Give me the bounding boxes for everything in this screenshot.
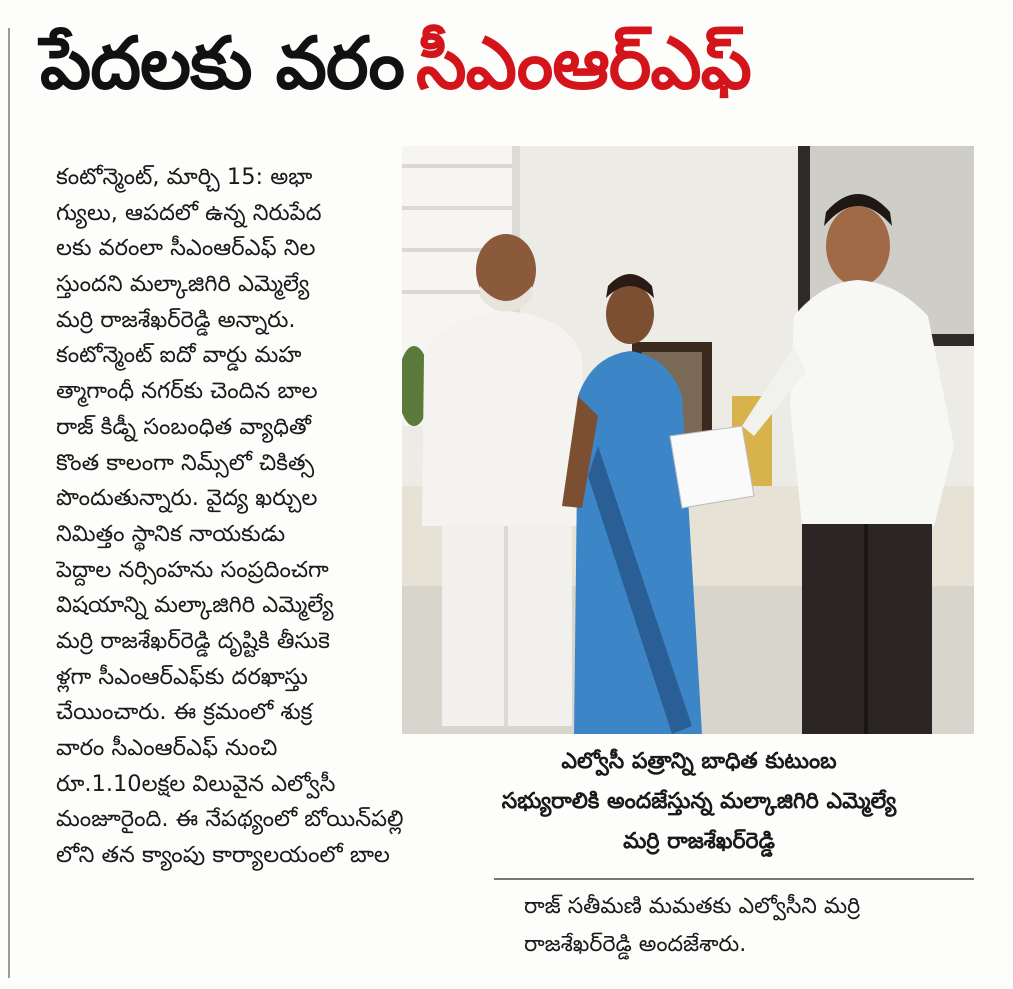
body-line: రూ.1.10లక్షల విలువైన ఎల్వోసీ [56, 770, 336, 797]
photo-caption [414, 742, 984, 882]
body-line: కంటోన్మెంట్ ఐదో వార్డు మహ [56, 342, 302, 369]
body-line: లోని తన క్యాంపు కార్యాలయంలో బాల [56, 842, 390, 869]
body-line: కొంత కాలంగా నిమ్స్‌లో చికిత్స [56, 449, 315, 476]
body-line: లకు వరంలా సీఎంఆర్ఎఫ్ నిల [56, 235, 316, 262]
body-line: ళ్లగా సీఎంఆర్ఎఫ్‌కు దరఖాస్తు [56, 663, 308, 690]
body-line: మర్రి రాజశేఖర్‌రెడ్డి అన్నారు. [56, 306, 296, 333]
column-rule [8, 28, 10, 978]
body-line: పొందుతున్నారు. వైద్య ఖర్చుల [56, 485, 318, 512]
article-body [56, 160, 406, 980]
continuation-line: రాజశేఖర్‌రెడ్డి అందజేశారు. [524, 932, 747, 957]
news-photo [402, 146, 974, 734]
article-continuation [524, 888, 994, 978]
body-line: మంజూరైంది. ఈ నేపథ్యంలో బోయిన్‌పల్లి [56, 806, 404, 833]
body-line: రాజ్ కిడ్నీ సంబంధిత వ్యాధితో [56, 413, 312, 440]
body-line: నిమిత్తం స్థానిక నాయకుడు [56, 520, 286, 547]
headline-red-text: సీఎంఆర్ఎఫ్ [416, 21, 751, 105]
headline [40, 8, 1000, 118]
body-line: విషయాన్ని మల్కాజిగిరి ఎమ్మెల్యే [56, 592, 334, 619]
body-line: కంటోన్మెంట్, మార్చి 15: అభా [56, 164, 313, 190]
body-line: గ్యులు, ఆపదలో ఉన్న నిరుపేద [56, 199, 322, 226]
caption-line: మర్రి రాజశేఖర్‌రెడ్డి [623, 829, 775, 854]
photo-illustration [402, 146, 974, 734]
body-line: మర్రి రాజశేఖర్‌రెడ్డి దృష్టికి తీసుకె [56, 627, 330, 654]
body-line: పెద్దాల నర్సింహను సంప్రదించగా [56, 556, 329, 583]
caption-divider [494, 878, 974, 880]
body-line: స్తుందని మల్కాజిగిరి ఎమ్మెల్యే [56, 271, 310, 298]
body-line: వారం సీఎంఆర్ఎఫ్ నుంచి [56, 735, 278, 761]
caption-line: ఎల్వోసీ పత్రాన్ని బాధిత కుటుంబ [561, 749, 837, 774]
caption-line: సభ్యురాలికి అందజేస్తున్న మల్కాజిగిరి ఎమ్మెల్యే [501, 789, 897, 814]
headline-black-text: పేదలకు వరం [40, 21, 405, 105]
body-line: త్మాగాంధీ నగర్‌కు చెందిన బాల [56, 378, 318, 405]
continuation-line: రాజ్ సతీమణి మమతకు ఎల్వోసీని మర్రి [524, 894, 861, 919]
body-line: చేయించారు. ఈ క్రమంలో శుక్ర [56, 699, 313, 726]
